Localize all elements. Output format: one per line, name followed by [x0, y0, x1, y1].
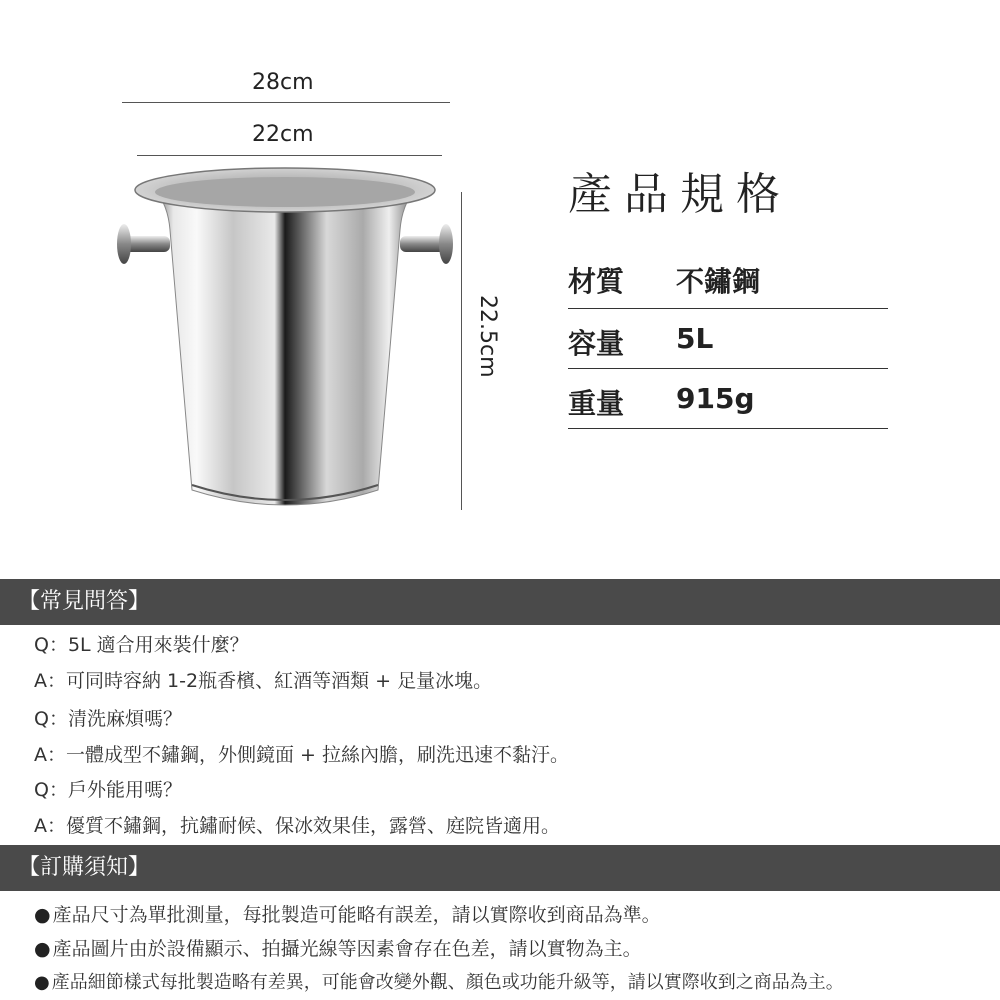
order-note-text: 產品圖片由於設備顯示、拍攝光線等因素會存在色差，請以實物為主。 — [52, 938, 642, 960]
outer-width-label: 28cm — [252, 70, 314, 95]
right-handle — [400, 224, 453, 264]
bullet-icon: ● — [34, 938, 51, 960]
faq-heading-bar — [0, 579, 1000, 625]
inner-width-line — [137, 155, 442, 156]
order-note — [34, 968, 844, 994]
order-note — [34, 934, 642, 961]
spec-key: 材質 — [568, 265, 625, 298]
inner-width-label: 22cm — [252, 122, 314, 147]
order-notes-heading-bar — [0, 845, 1000, 891]
left-handle — [117, 224, 170, 264]
height-line — [461, 192, 462, 510]
spec-value: 不鏽鋼 — [676, 265, 761, 298]
spec-title: 產品規格 — [568, 169, 792, 220]
bullet-icon: ● — [34, 904, 51, 926]
spec-key: 容量 — [568, 327, 625, 360]
spec-value: 915g — [676, 382, 755, 415]
order-notes-heading: 【訂購須知】 — [18, 855, 151, 880]
faq-question: Q：戶外能用嗎？ — [34, 779, 182, 801]
bullet-icon: ● — [34, 972, 50, 993]
faq-question: Q：5L 適合用來裝什麼？ — [34, 634, 249, 656]
spec-row-weight — [568, 370, 888, 429]
faq-answer: A：優質不鏽鋼，抗鏽耐候、保冰效果佳，露營、庭院皆適用。 — [34, 815, 560, 837]
faq-answer: A：一體成型不鏽鋼，外側鏡面 + 拉絲內膽，刷洗迅速不黏汙。 — [34, 744, 569, 766]
spec-row-capacity — [568, 310, 888, 369]
spec-row-material — [568, 250, 888, 309]
height-label: 22.5cm — [475, 295, 500, 378]
order-note-text: 產品尺寸為單批測量，每批製造可能略有誤差，請以實際收到商品為準。 — [52, 904, 661, 926]
faq-heading: 【常見問答】 — [18, 589, 151, 614]
spec-key: 重量 — [568, 387, 625, 420]
ice-bucket-image — [110, 160, 460, 520]
outer-width-line — [122, 102, 450, 103]
faq-question: Q：清洗麻煩嗎？ — [34, 708, 182, 730]
order-note-text: 產品細節樣式每批製造略有差異，可能會改變外觀、顏色或功能升級等，請以實際收到之商品為主。 — [51, 972, 844, 993]
order-note — [34, 900, 661, 927]
spec-value: 5L — [676, 322, 714, 355]
faq-answer: A：可同時容納 1-2瓶香檳、紅酒等酒類 + 足量冰塊。 — [34, 670, 493, 692]
